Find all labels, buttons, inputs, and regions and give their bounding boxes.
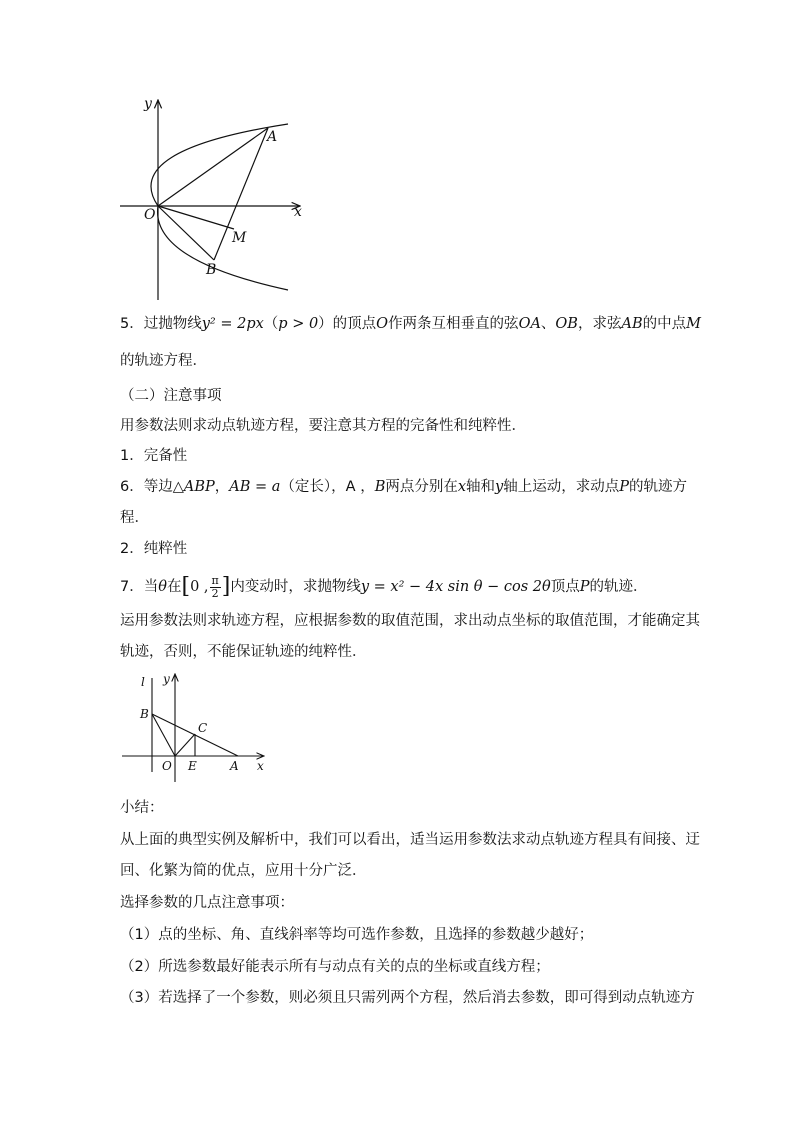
label-o: O: [144, 207, 156, 223]
label-e: E: [188, 759, 197, 773]
parabola-curve: [151, 124, 288, 290]
summary-line-1: 从上面的典型实例及解析中，我们可以看出，适当运用参数法求动点轨迹方程具有间接、迂: [120, 832, 700, 848]
pi-over-two: $\frac{\pi}{2}$: [211, 573, 219, 600]
triangle-axis-figure: [118, 670, 278, 785]
intro-text: 用参数法则求动点轨迹方程，要注意其方程的完备性和纯粹性．: [120, 418, 526, 434]
note-line-1: 运用参数法则求轨迹方程，应根据参数的取值范围，求出动点坐标的取值范围，才能确定其: [120, 613, 700, 629]
label-y: y: [144, 96, 152, 112]
label-o: O: [162, 759, 172, 773]
label-x: x: [257, 759, 264, 773]
segment-oc: [175, 734, 195, 756]
select-title: 选择参数的几点注意事项：: [120, 895, 294, 911]
select-item-3: （3）若选择了一个参数，则必须且只需列两个方程，然后消去参数，即可得到动点轨迹方: [120, 990, 695, 1006]
label-a: A: [230, 759, 239, 773]
label-m: M: [232, 230, 247, 246]
item-2-heading: 2．纯粹性: [120, 541, 188, 557]
segment-bo: [152, 714, 175, 756]
label-a: A: [267, 129, 278, 145]
item-1-heading: 1．完备性: [120, 448, 188, 464]
label-l: l: [141, 675, 145, 689]
label-x: x: [294, 204, 302, 220]
label-b: B: [206, 262, 217, 278]
problem-6-line-1: 6．等边△ABP，AB = a（定长），A ，B两点分别在x轴和y轴上运动，求动点P的轨迹方: [120, 479, 688, 495]
select-item-2: （2）所选参数最好能表示所有与动点有关的点的坐标或直线方程；: [120, 959, 550, 975]
label-y: y: [163, 672, 170, 686]
summary-line-2: 回、化繁为简的优点，应用十分广泛．: [120, 863, 367, 879]
parabola-chord-figure: [110, 90, 320, 305]
problem-5-line-1: 5．过抛物线y² = 2px（p > 0）的顶点O作两条互相垂直的弦OA、OB，求弦AB的中点M: [120, 316, 701, 332]
label-c: C: [198, 721, 208, 735]
note-line-2: 轨迹，否则，不能保证轨迹的纯粹性．: [120, 644, 367, 660]
problem-7-line: 7．当θ在[0 , $\frac{\pi}{2}$ ]内变动时，求抛物线y = x² − 4x sin θ − cos 2θ顶点P的轨迹．: [120, 573, 648, 600]
problem-5-line-2: 的轨迹方程．: [120, 353, 207, 369]
problem-6-line-2: 程．: [120, 510, 149, 526]
section-title: （二）注意事项: [120, 388, 222, 404]
select-item-1: （1）点的坐标、角、直线斜率等均可选作参数，且选择的参数越少越好；: [120, 927, 594, 943]
label-b: B: [140, 707, 149, 721]
summary-title: 小结：: [120, 800, 164, 816]
